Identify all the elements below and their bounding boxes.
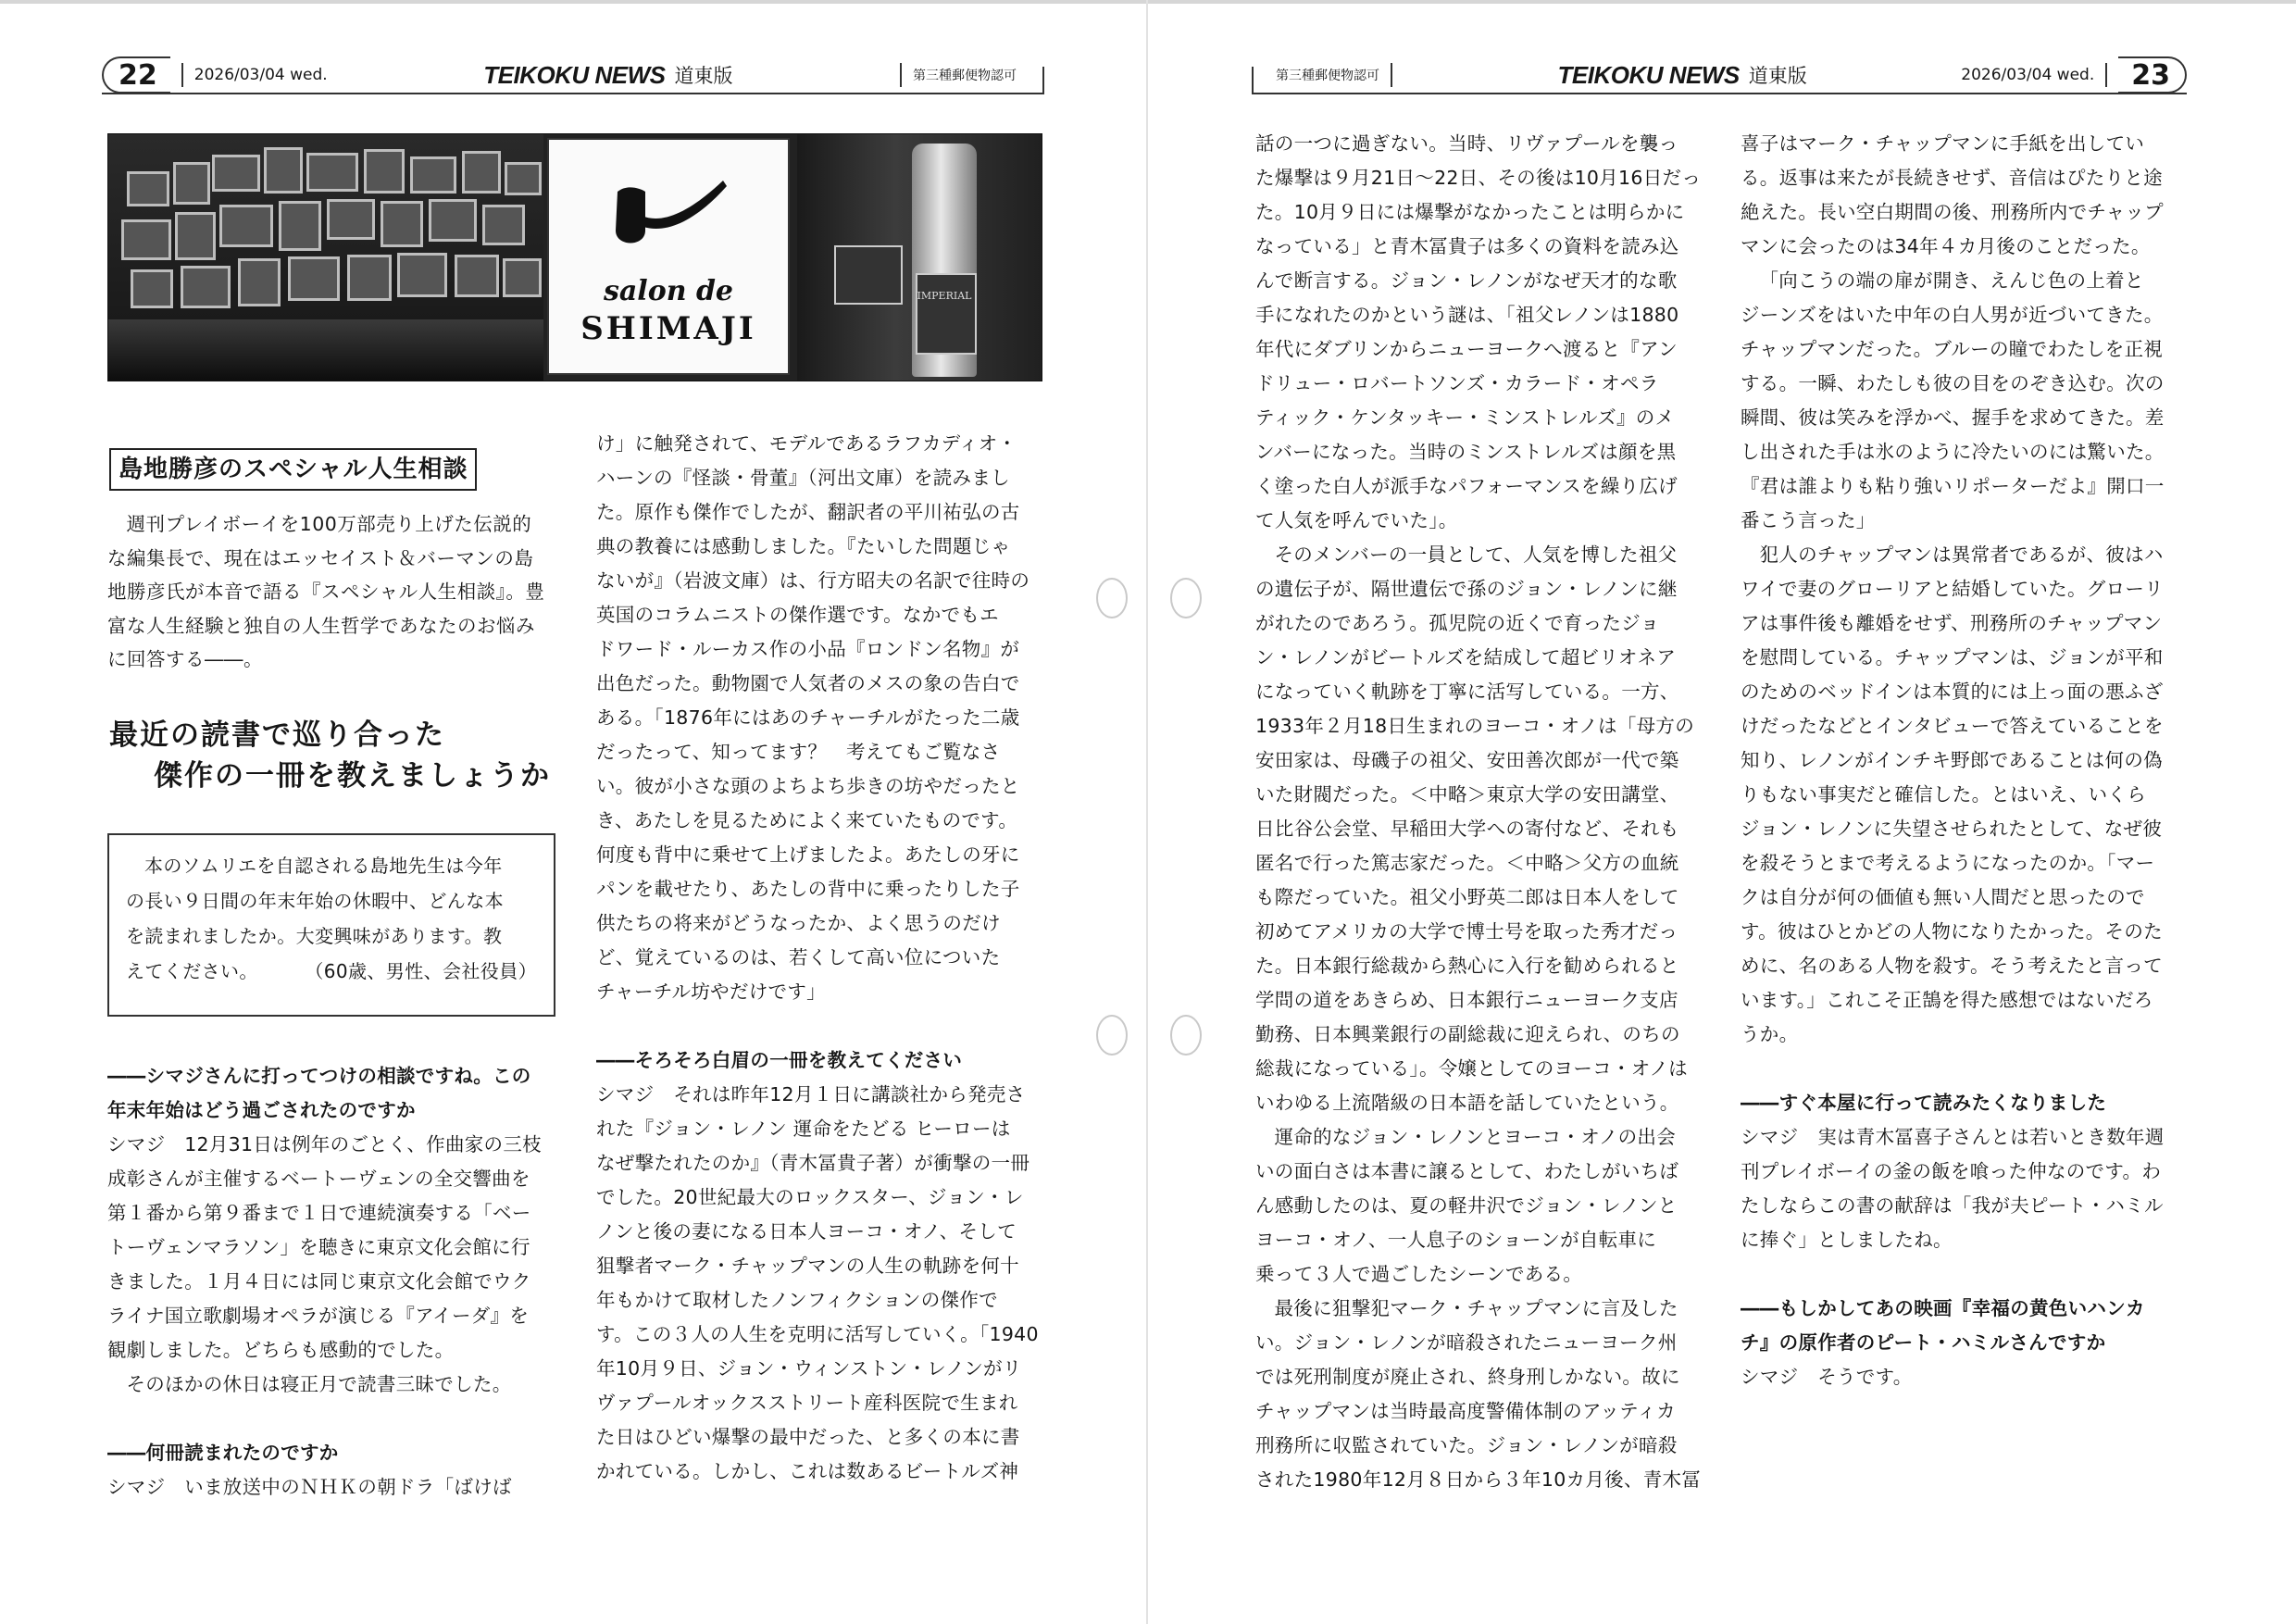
body-text-line: 「向こうの端の扉が開き、えんじ色の上着と <box>1759 269 2144 292</box>
body-text-line: を殺そうとまで考えるようになったのか。「マー <box>1741 852 2155 874</box>
body-text-line: 供たちの将来がどうなったか、よく思うのだけ <box>596 912 1001 934</box>
body-text-line: うか。 <box>1741 1023 1799 1045</box>
interview-question-line: ――シマジさんに打ってつけの相談ですね。この <box>107 1065 531 1087</box>
body-text-line: 日比谷公会堂、早稲田大学への寄付など、それも <box>1255 818 1679 840</box>
logo-line-1: salon de <box>603 275 734 307</box>
body-text-line: に捧ぐ」としましたね。 <box>1741 1229 1953 1251</box>
paragraph-gap <box>107 1402 570 1436</box>
interview-question-line: チ』の原作者のピート・ハミルさんですか <box>1741 1331 2106 1354</box>
body-text-line: マンに会ったのは34年４カ月後のことだった。 <box>1741 235 2151 257</box>
wall-frame <box>455 255 499 297</box>
body-text-line: ノンと後の妻になる日本人ヨーコ・オノ、そして <box>596 1220 1017 1243</box>
body-text-line: 初めてアメリカの大学で博士号を取った秀才だっ <box>1255 920 1678 943</box>
left-header-rule-cap <box>1042 67 1044 94</box>
left-postal-permit: 第三種郵便物認可 <box>913 69 1017 83</box>
body-text-line: ど、覚えているのは、若くして高い位についた <box>596 946 1001 968</box>
body-text-line: シマジ 12月31日は例年のごとく、作曲家の三枝 <box>107 1133 542 1156</box>
question-line: えてください。 <box>126 960 258 982</box>
body-text-line: 学問の道をあきらめ、日本銀行ニューヨーク支店 <box>1255 989 1678 1011</box>
right-header-rule-cap <box>1252 67 1254 94</box>
salon-logo <box>547 138 790 375</box>
body-text-line: ン・レノンがビートルズを結成して超ビリオネア <box>1255 646 1677 668</box>
body-text-line: だったって、知ってます？ 考えてもご覧なさ <box>596 741 1001 763</box>
body-text-line: 観劇しました。どちらも感動的でした。 <box>107 1339 455 1361</box>
body-text-line: シマジ それは昨年12月１日に講談社から発売さ <box>596 1083 1026 1106</box>
salon-banner-photo <box>107 133 1042 381</box>
body-text-line: する。一瞬、わたしも彼の目をのぞき込む。次の <box>1741 372 2165 394</box>
wall-frame <box>347 255 392 301</box>
wall-frame <box>503 258 542 297</box>
body-text-line: いわゆる上流階級の日本語を話していたという。 <box>1255 1092 1679 1114</box>
scan-top-edge <box>0 0 2296 4</box>
bar-counter <box>108 319 543 381</box>
pipe-icon <box>608 173 729 256</box>
body-text-line: 出色だった。動物園で人気者のメスの象の告白で <box>596 672 1020 694</box>
body-text-line: 年代にダブリンからニューヨークへ渡ると『アン <box>1255 338 1678 360</box>
punch-hole <box>1096 1015 1128 1056</box>
body-text-line: います。」これこそ正鵠を得た感想ではないだろ <box>1741 989 2153 1011</box>
interview-question-line: ――もしかしてあの映画『幸福の黄色いハンカ <box>1741 1297 2145 1319</box>
body-text-line: 刑務所に収監されていた。ジョン・レノンが暗殺 <box>1255 1434 1678 1456</box>
intro-line: に回答する――。 <box>107 648 263 670</box>
body-text-line: めに、名のある人物を殺す。そう考えたと言って <box>1741 955 2163 977</box>
right-brand-name: TEIKOKU NEWS <box>1557 60 1740 89</box>
body-text-line: く塗った白人が派手なパフォーマンスを繰り広げ <box>1255 475 1678 497</box>
header-separator <box>2105 63 2107 87</box>
body-text-line: の遺伝子が、隔世遺伝で孫のジョン・レノンに継 <box>1255 578 1678 600</box>
body-text-line: 喜子はマーク・チャップマンに手紙を出してい <box>1741 132 2145 155</box>
body-text-line: きました。１月４日には同じ東京文化会館でウク <box>107 1270 531 1293</box>
headline-line-2: 傑作の一冊を教えましょうか <box>154 759 551 793</box>
paragraph-gap <box>596 1009 1050 1043</box>
body-text-line: になっていく軌跡を丁寧に活写している。一方、 <box>1255 681 1679 703</box>
body-text-line: け」に触発されて、モデルであるラフカディオ・ <box>596 432 1017 455</box>
body-text-line: ティック・ケンタッキー・ミンストレルズ』のメ <box>1255 406 1675 429</box>
punch-hole <box>1170 1015 1202 1056</box>
body-text-line: シマジ そうです。 <box>1741 1366 1913 1388</box>
body-text-line: れた『ジョン・レノン 運命をたどる ヒーローは <box>596 1118 1011 1140</box>
body-text-line: 知り、レノンがインチキ野郎であることは何の偽 <box>1741 749 2163 771</box>
wall-frame <box>306 153 358 192</box>
body-text-line: 成彰さんが主催するベートーヴェンの全交響曲を <box>107 1168 530 1190</box>
body-text-line: ンバーになった。当時のミンストレルズは顔を黒 <box>1255 441 1677 463</box>
logo-line-2: SHIMAJI <box>580 310 756 347</box>
body-text-line: た。原作も傑作でしたが、翻訳者の平川祐弘の古 <box>596 501 1020 523</box>
right-edition-name: 道東版 <box>1748 65 1807 87</box>
wall-frame <box>429 199 477 242</box>
body-text-line: 『君は誰よりも粘り強いリポーターだよ』開口一 <box>1741 475 2165 497</box>
body-text-line: いの面白さは本書に譲るとして、わたしがいちば <box>1255 1160 1679 1182</box>
body-text-line: クは自分が何の価値も無い人間だと思ったので <box>1741 886 2145 908</box>
body-text-line: チャーチル坊やだけです」 <box>596 981 826 1003</box>
body-text-line: を慰問している。チャップマンは、ジョンが平和 <box>1741 646 2164 668</box>
body-text-line: シマジ 実は青木冨喜子さんとは若いとき数年週 <box>1741 1126 2165 1148</box>
body-text-line: て人気を呼んでいた」。 <box>1255 509 1458 531</box>
bar-wall-photo <box>108 134 543 381</box>
wall-frame <box>410 156 456 194</box>
body-text-line: ハーンの『怪談・骨董』（河出文庫）を読みまし <box>596 467 1010 489</box>
body-text-line: も際だっていた。祖父小野英二郎は日本人をして <box>1255 886 1679 908</box>
wall-frame <box>173 162 210 205</box>
body-text-line: し出された手は氷のように冷たいのには驚いた。 <box>1741 441 2165 463</box>
left-header-rule <box>102 93 1044 94</box>
wall-frame <box>364 149 405 194</box>
body-text-line: い。ジョン・レノンが暗殺されたニューヨーク州 <box>1255 1331 1678 1354</box>
body-text-line: き、あたしを見るためによく来ていたものです。 <box>596 809 1018 831</box>
body-text-line: けだったなどとインタビューで答えていることを <box>1741 715 2164 737</box>
right-page-number: 23 <box>2118 56 2187 94</box>
question-signature: （60歳、男性、会社役員） <box>305 960 537 982</box>
body-text-line: 匿名で行った篤志家だった。＜中略＞父方の血統 <box>1255 852 1679 874</box>
interview-question-line: ――すぐ本屋に行って読みたくなりました <box>1741 1092 2107 1114</box>
body-text-line: なぜ撃たれたのか』（青木冨貴子著）が衝撃の一冊 <box>596 1152 1030 1174</box>
body-text-line: チャップマンは当時最高度警備体制のアッティカ <box>1255 1400 1676 1422</box>
left-page-number: 22 <box>102 56 170 94</box>
wall-frame <box>219 205 273 247</box>
body-text-line: 運命的なジョン・レノンとヨーコ・オノの出会 <box>1274 1126 1677 1148</box>
wall-frame <box>505 162 542 195</box>
body-text-line: た爆撃は９月21日～22日、その後は10月16日だっ <box>1255 167 1702 189</box>
body-text-line: のためのベッドインは本質的には上っ面の悪ふざ <box>1741 681 2164 703</box>
body-text-line: いた財閥だった。＜中略＞東京大学の安田講堂、 <box>1255 783 1679 806</box>
intro-line: 富な人生経験と独自の人生哲学であなたのお悩み <box>107 614 535 637</box>
body-text-line: た日はひどい爆撃の最中だった、と多くの本に書 <box>596 1426 1020 1448</box>
body-text-line: 総裁になっている」。令嬢としてのヨーコ・オノは <box>1255 1057 1688 1080</box>
body-text-line: 手になれたのかという謎は、「祖父レノンは1880 <box>1255 304 1679 326</box>
right-header-rule <box>1252 93 2187 94</box>
wall-frame <box>264 147 303 194</box>
body-column-1 <box>107 1059 570 1505</box>
intro-line: 週刊プレイボーイを100万部売り上げた伝説的 <box>126 513 532 535</box>
body-text-line: い。彼が小さな頭のよちよち歩きの坊やだったと <box>596 775 1020 797</box>
body-text-line: された1980年12月８日から３年10カ月後、青木冨 <box>1255 1468 1702 1491</box>
body-text-line: では死刑制度が廃止され、終身刑しかない。故に <box>1255 1366 1680 1388</box>
wall-frame <box>238 258 281 306</box>
bottle-label <box>916 273 977 355</box>
intro-line: な編集長で、現在はエッセイスト＆バーマンの島 <box>107 546 534 569</box>
body-text-line: んで断言する。ジョン・レノンがなぜ天才的な歌 <box>1255 269 1678 292</box>
bottle-label-text: IMPERIAL <box>917 290 972 302</box>
bottle-label <box>834 245 903 305</box>
body-text-line: ドワード・ルーカス作の小品『ロンドン名物』が <box>596 638 1020 660</box>
headline-line-1: 最近の読書で巡り合った <box>109 718 445 752</box>
left-edition-name: 道東版 <box>674 65 733 87</box>
wall-frame <box>175 212 216 260</box>
punch-hole <box>1170 578 1202 618</box>
body-text-line: アは事件後も離婚をせず、刑務所のチャップマン <box>1741 612 2163 634</box>
body-text-line: ヨーコ・オノ、一人息子のショーンが自転車に <box>1255 1229 1657 1251</box>
body-text-line: がれたのであろう。孤児院の近くで育ったジョ <box>1255 612 1660 634</box>
body-text-line: 安田家は、母磯子の祖父、安田善次郎が一代で築 <box>1255 749 1679 771</box>
body-text-line: ライナ国立歌劇場オペラが演じる『アイーダ』を <box>107 1305 530 1327</box>
paragraph-gap <box>1741 1257 2194 1292</box>
page-gutter <box>1146 0 1148 1624</box>
header-separator <box>181 63 183 87</box>
body-text-line: ヴァプールオックスストリート産科医院で生まれ <box>596 1392 1018 1414</box>
body-text-line: す。彼はひとかどの人物になりたかった。そのた <box>1741 920 2163 943</box>
body-text-line: 年10月９日、ジョン・ウィンストン・レノンがリ <box>596 1357 1022 1380</box>
body-column-2 <box>596 427 1050 1489</box>
body-text-line: 番こう言った」 <box>1741 509 1876 531</box>
body-text-line: りもない事実だと確信した。とはいえ、いくら <box>1741 783 2147 806</box>
wall-frame <box>212 155 260 192</box>
body-text-line: 刊プレイボーイの釜の飯を喰った仲なのです。わ <box>1741 1160 2162 1182</box>
wall-frame <box>482 205 525 245</box>
body-text-line: 狙撃者マーク・チャップマンの人生の軌跡を何十 <box>596 1255 1019 1277</box>
wall-frame <box>381 201 423 247</box>
punch-hole <box>1096 578 1128 618</box>
body-text-line: 絶えた。長い空白期間の後、刑務所内でチャップ <box>1741 201 2164 223</box>
body-text-line: 何度も背中に乗せて上げましたよ。あたしの牙に <box>596 843 1020 866</box>
article-intro <box>107 507 561 677</box>
whisky-shelf <box>797 134 1042 381</box>
paragraph-gap <box>1741 1052 2194 1086</box>
body-text-line: 犯人のチャップマンは異常者であるが、彼はハ <box>1759 543 2164 566</box>
wall-frame <box>121 219 171 260</box>
wall-frame <box>279 201 321 251</box>
body-text-line: トーヴェンマラソン」を聴きに東京文化会館に行 <box>107 1236 530 1258</box>
body-text-line: 乗って３人で過ごしたシーンである。 <box>1255 1263 1583 1285</box>
question-line: の長い９日間の年末年始の休暇中、どんな本 <box>126 890 504 912</box>
interview-question-line: 年末年始はどう過ごされたのですか <box>107 1099 416 1121</box>
body-text-line: かれている。しかし、これは数あるビートルズ神 <box>596 1460 1019 1482</box>
wall-frame <box>131 269 173 308</box>
body-text-line: 英国のコラムニストの傑作選です。なかでもエ <box>596 604 999 626</box>
body-text-line: ないが』（岩波文庫）は、行方昭夫の名訳で往時の <box>596 569 1030 592</box>
wall-frame <box>397 253 447 297</box>
body-text-line: たしならこの書の献辞は「我が夫ピート・ハミル <box>1741 1194 2164 1217</box>
body-column-3 <box>1255 127 1709 1497</box>
body-text-line: た。10月９日には爆撃がなかったことは明らかに <box>1255 201 1685 223</box>
right-page-date: 2026/03/04 wed. <box>1961 66 2095 84</box>
body-text-line: そのほかの休日は寝正月で読書三昧でした。 <box>126 1373 512 1395</box>
question-line: 本のソムリエを自認される島地先生は今年 <box>144 855 503 877</box>
header-separator <box>900 63 902 87</box>
body-text-line: 話の一つに過ぎない。当時、リヴァプールを襲っ <box>1255 132 1678 155</box>
wall-frame <box>462 151 501 194</box>
body-text-line: 1933年２月18日生まれのヨーコ・オノは「母方の <box>1255 715 1695 737</box>
intro-line: 地勝彦氏が本音で語る『スペシャル人生相談』。豊 <box>107 581 545 603</box>
body-text-line: シマジ いま放送中のＮＨＫの朝ドラ「ばけば <box>107 1476 512 1498</box>
interview-question-line: ――何冊読まれたのですか <box>107 1442 339 1464</box>
body-text-line: 最後に狙撃犯マーク・チャップマンに言及した <box>1274 1297 1678 1319</box>
wall-frame <box>127 171 169 206</box>
body-text-line: る。返事は来たが長続きせず、音信はぴたりと途 <box>1741 167 2163 189</box>
header-separator <box>1391 63 1392 87</box>
body-text-line: チャップマンだった。ブルーの瞳でわたしを正視 <box>1741 338 2164 360</box>
body-text-line: ある。「1876年にはあのチャーチルがたった二歳 <box>596 706 1020 729</box>
body-text-line: た。日本銀行総裁から熱心に入行を勧められると <box>1255 955 1679 977</box>
left-page-date: 2026/03/04 wed. <box>193 66 328 84</box>
reader-question-box <box>107 833 555 1017</box>
body-text-line: パンを載せたり、あたしの背中に乗ったりした子 <box>596 878 1020 900</box>
body-text-line: ジョン・レノンに失望させられたとして、なぜ彼 <box>1741 818 2163 840</box>
body-text-line: ジーンズをはいた中年の白人男が近づいてきた。 <box>1741 304 2164 326</box>
wall-frame <box>327 199 375 240</box>
body-text-line: す。この３人の人生を克明に活写していく。「1940 <box>596 1323 1039 1345</box>
right-postal-permit: 第三種郵便物認可 <box>1276 69 1379 83</box>
question-line: を読まれましたか。大変興味があります。教 <box>126 925 503 947</box>
left-brand-name: TEIKOKU NEWS <box>483 60 666 89</box>
body-text-line: なっている」と青木冨貴子は多くの資料を読み込 <box>1255 235 1679 257</box>
body-text-line: そのメンバーの一員として、人気を博した祖父 <box>1274 543 1678 566</box>
series-title: 島地勝彦のスペシャル人生相談 <box>109 448 477 491</box>
body-text-line: ワイで妻のグローリアと結婚していた。グローリ <box>1741 578 2164 600</box>
body-text-line: 年もかけて取材したノンフィクションの傑作で <box>596 1289 998 1311</box>
body-text-line: ん感動したのは、夏の軽井沢でジョン・レノンと <box>1255 1194 1678 1217</box>
left-page-header <box>102 56 1044 94</box>
body-text-line: 第１番から第９番まで１日で連続演奏する「ベー <box>107 1202 531 1224</box>
body-text-line: でした。20世紀最大のロックスター、ジョン・レ <box>596 1186 1024 1208</box>
interview-question-line: ――そろそろ白眉の一冊を教えてください <box>596 1049 963 1071</box>
body-text-line: 典の教養には感動しました。『たいした問題じゃ <box>596 535 1011 557</box>
right-page-header <box>1252 56 2187 94</box>
body-text-line: 勤務、日本興業銀行の副総裁に迎えられ、のちの <box>1255 1023 1680 1045</box>
body-text-line: ドリュー・ロバートソンズ・カラード・オペラ <box>1255 372 1659 394</box>
wall-frame <box>288 256 340 301</box>
body-text-line: 瞬間、彼は笑みを浮かべ、握手を求めてきた。差 <box>1741 406 2165 429</box>
wall-frame <box>181 266 231 308</box>
body-column-4 <box>1741 127 2194 1394</box>
